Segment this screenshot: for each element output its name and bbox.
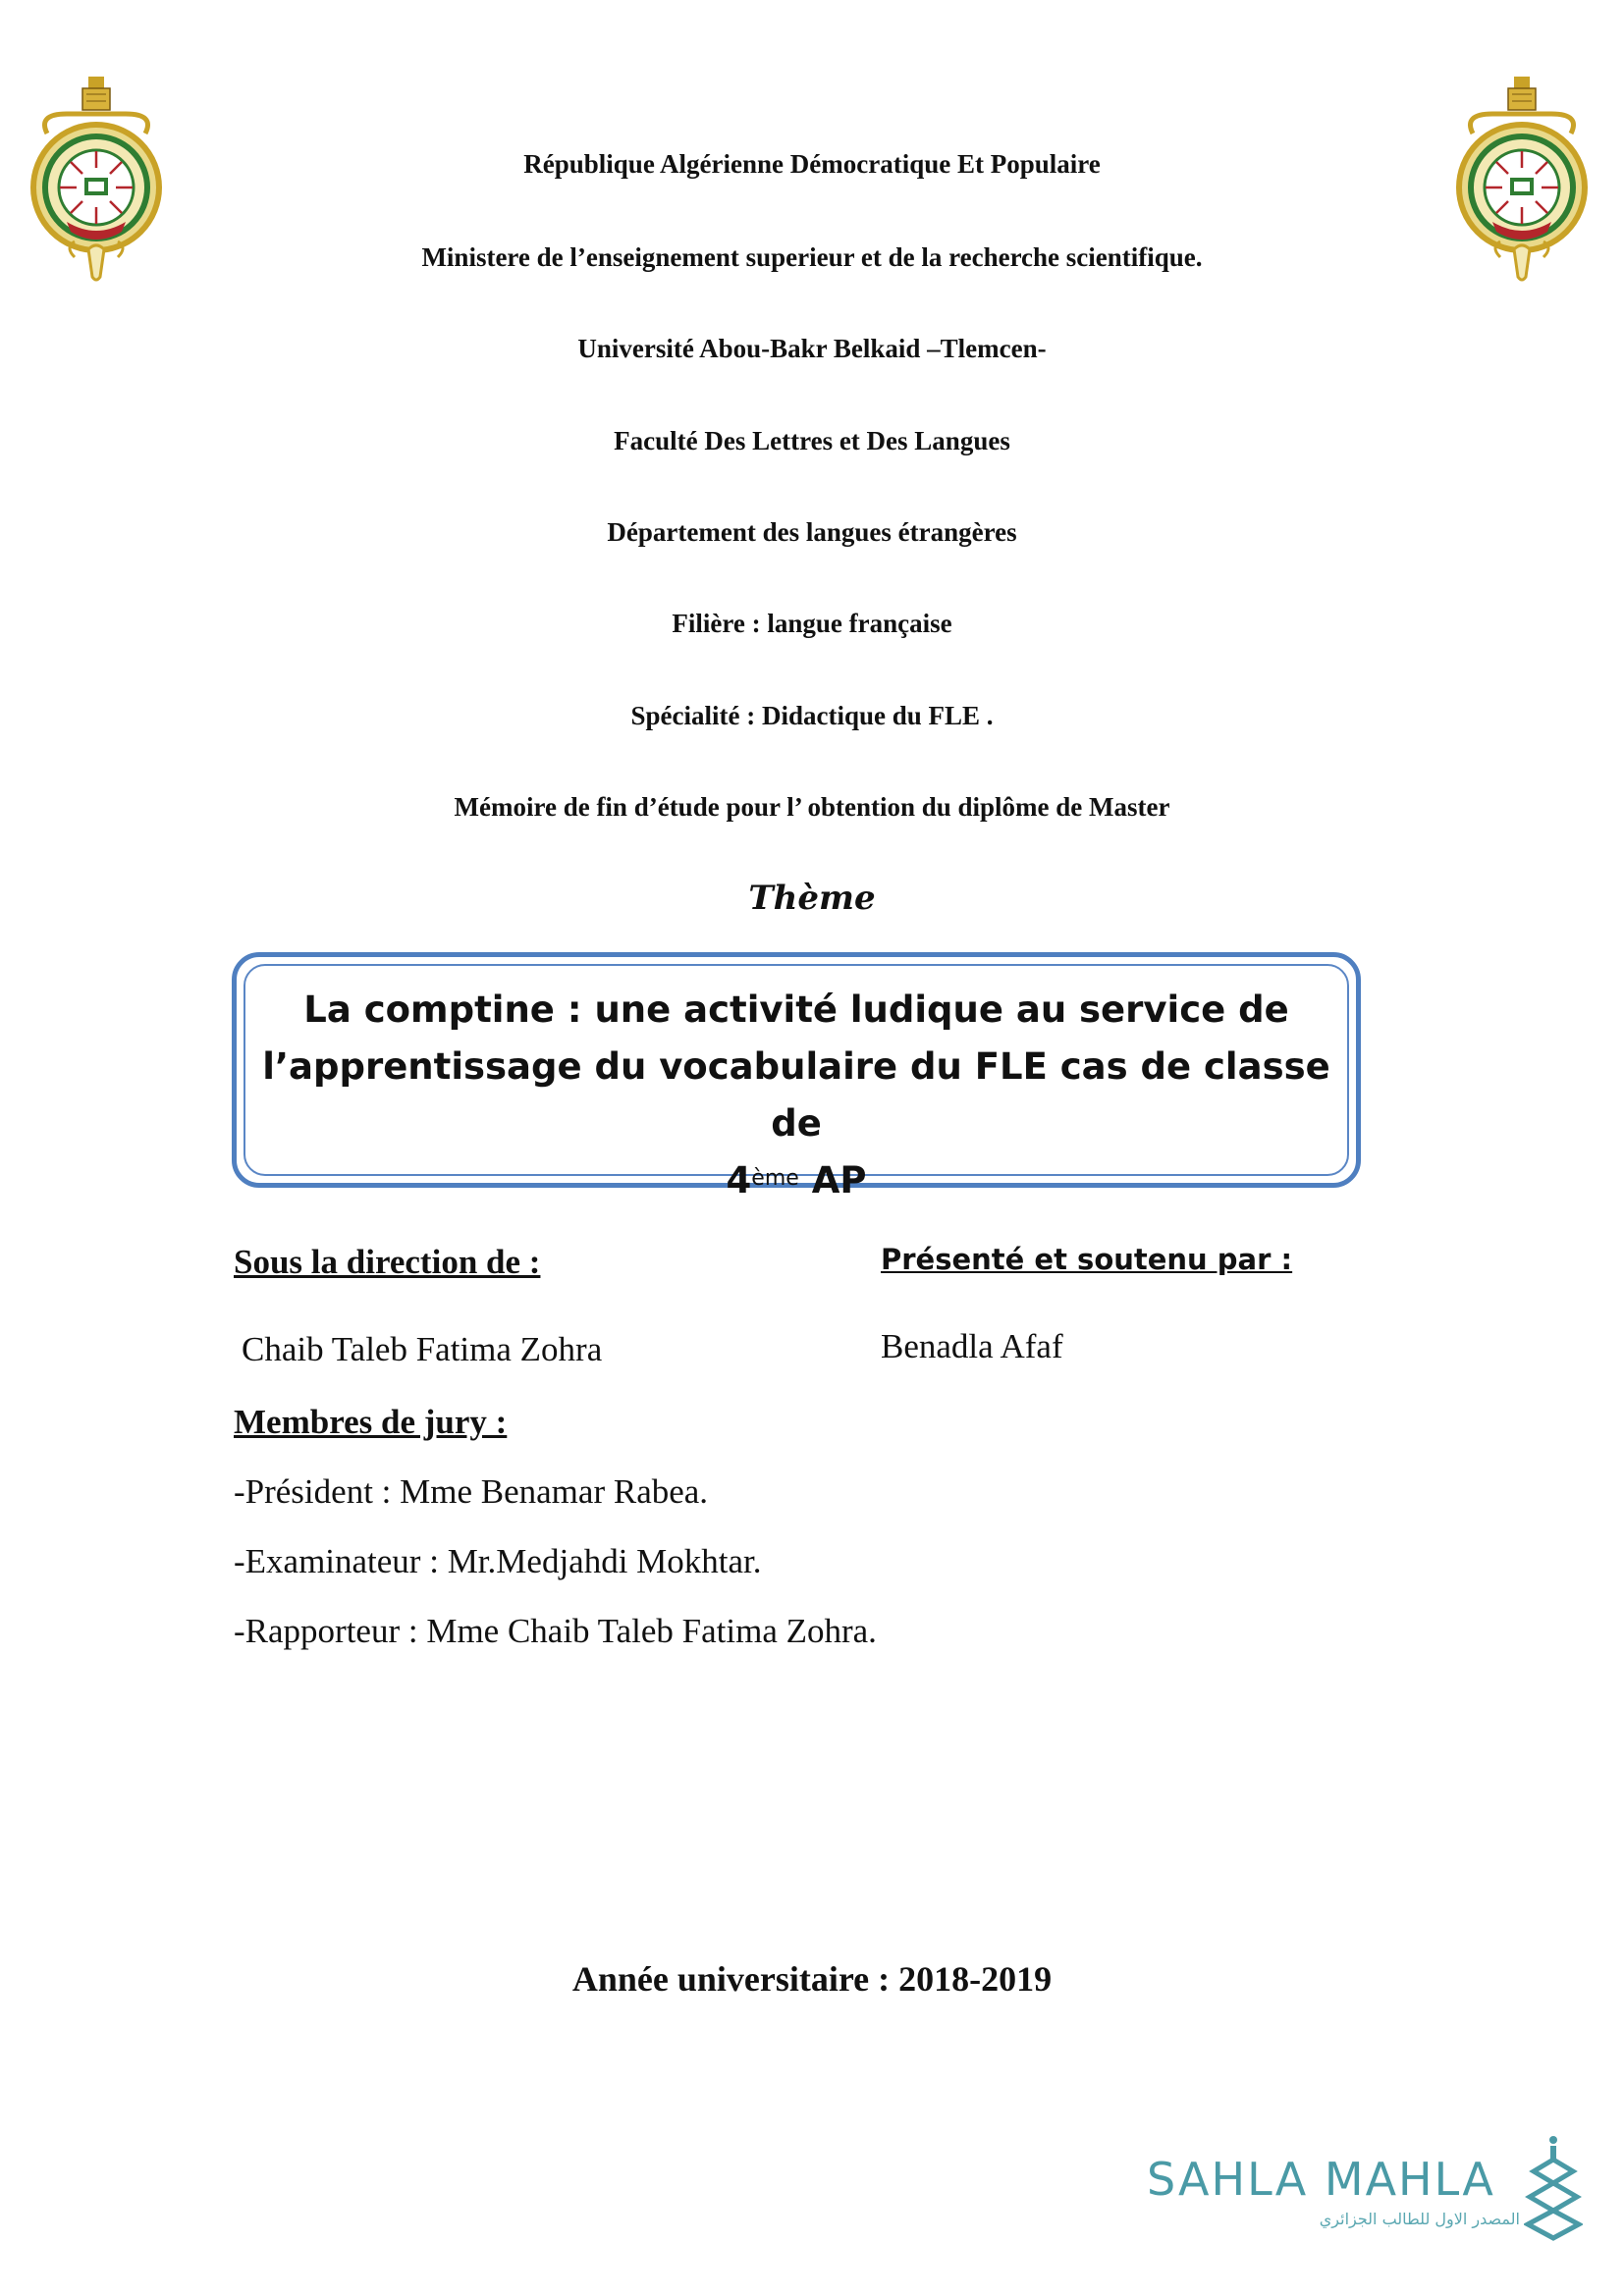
- jury-heading: Membres de jury :: [234, 1403, 508, 1441]
- field-line: Filière : langue française: [672, 609, 952, 638]
- specialty-line: Spécialité : Didactique du FLE .: [630, 701, 994, 730]
- academic-year: Année universitaire : 2018-2019: [571, 1959, 1053, 1999]
- theme-title-line-2: l’apprentissage du vocabulaire du FLE cas de classe de: [262, 1045, 1330, 1145]
- theme-grade-number: 4: [726, 1159, 752, 1201]
- theme-title: [232, 982, 1361, 1209]
- watermark-brand: SAHLA MAHLA: [1147, 2153, 1495, 2206]
- ministry-line: Ministere de l’enseignement superieur et de la recherche scientifique.: [421, 242, 1203, 272]
- republic-line: République Algérienne Démocratique Et Populaire: [523, 149, 1101, 179]
- supervision-heading: Sous la direction de :: [234, 1243, 541, 1281]
- supervisor-name: Chaib Taleb Fatima Zohra: [242, 1330, 603, 1368]
- theme-label: Thème: [748, 879, 876, 918]
- theme-title-line-1: La comptine : une activité ludique au service de: [303, 988, 1289, 1031]
- theme-grade-rest: AP: [798, 1159, 867, 1201]
- presented-heading: Présenté et soutenu par :: [881, 1243, 1293, 1276]
- faculty-line: Faculté Des Lettres et Des Langues: [614, 426, 1010, 455]
- jury-member-rapporteur: -Rapporteur : Mme Chaib Taleb Fatima Zohra.: [234, 1612, 877, 1650]
- department-line: Département des langues étrangères: [607, 517, 1017, 547]
- theme-title-line-3: [232, 1152, 1361, 1209]
- jury-member-president: -Président : Mme Benamar Rabea.: [234, 1472, 709, 1511]
- memoir-line: Mémoire de fin d’étude pour l’ obtention du diplôme de Master: [454, 792, 1170, 822]
- sahla-mahla-watermark: [1139, 2132, 1591, 2250]
- student-name: Benadla Afaf: [881, 1327, 1063, 1365]
- theme-grade-suffix: ème: [751, 1166, 799, 1191]
- university-line: Université Abou-Bakr Belkaid –Tlemcen-: [577, 334, 1047, 363]
- jury-member-examiner: -Examinateur : Mr.Medjahdi Mokhtar.: [234, 1542, 762, 1580]
- watermark-tagline: المصدر الاول للطالب الجزائري: [1319, 2210, 1520, 2228]
- sahla-mahla-logo-icon: [1524, 2132, 1583, 2250]
